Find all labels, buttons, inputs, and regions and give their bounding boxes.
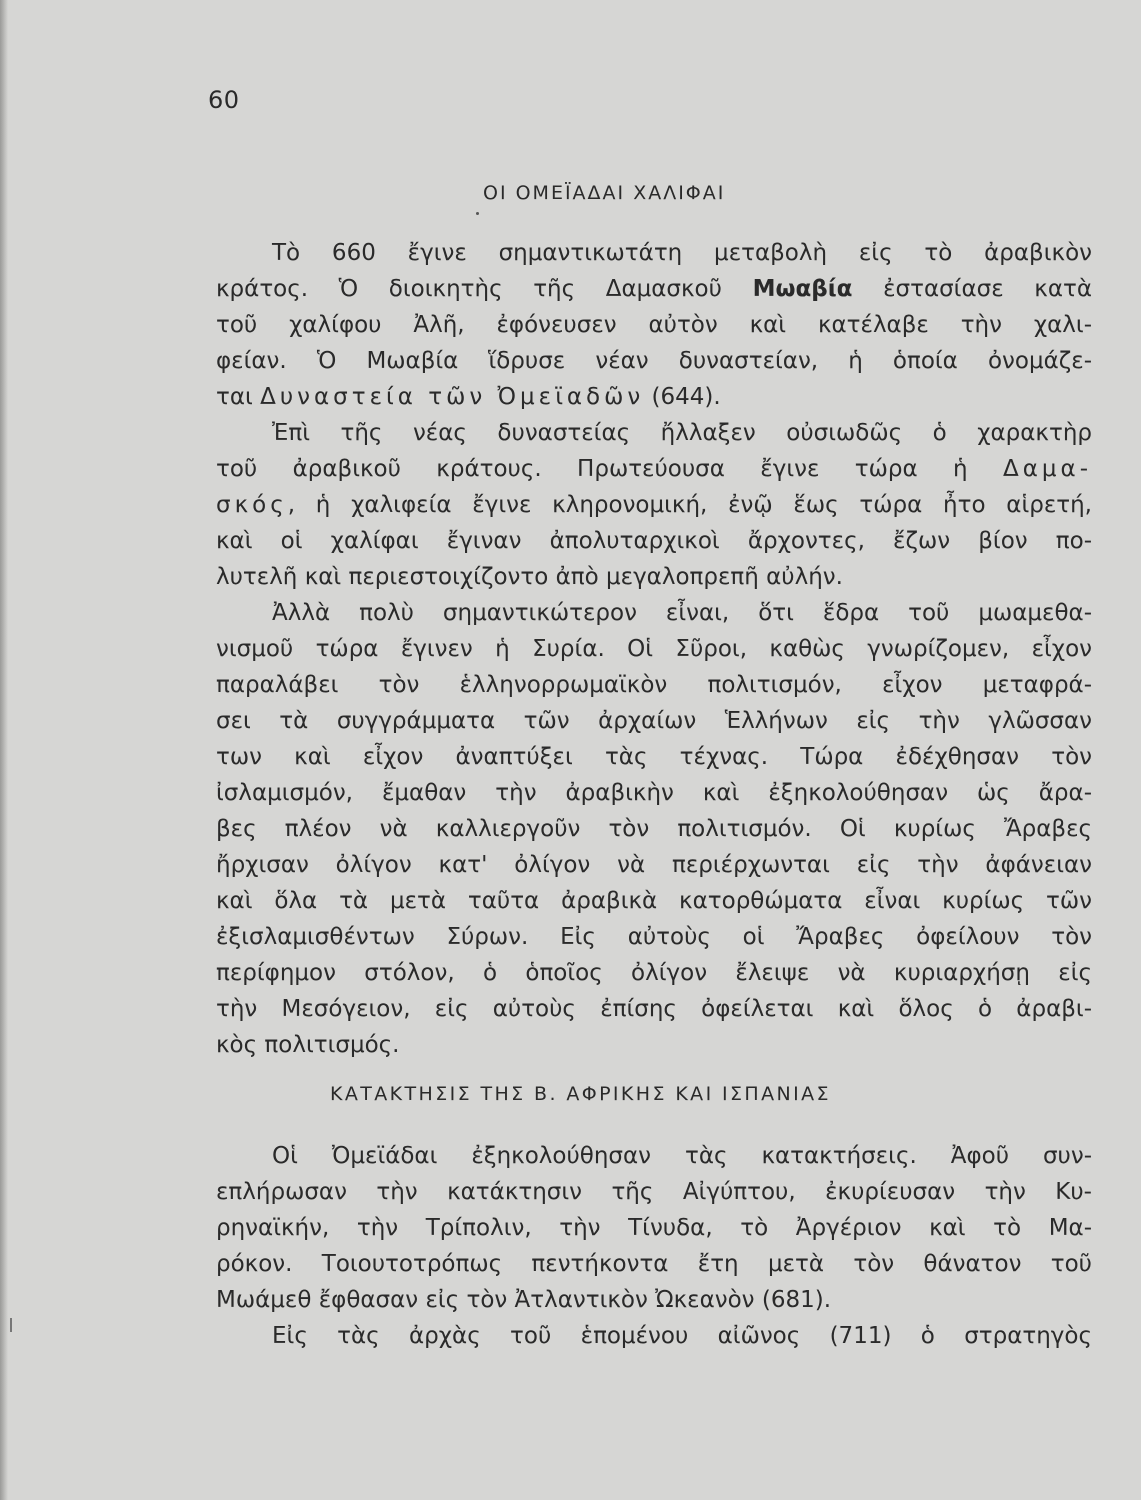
text-line: ἰσλαμισμόν, ἔμαθαν τὴν ἀραβικὴν καὶ ἐξηκολούθησαν ὡς ἄρα-: [216, 780, 1092, 806]
section-heading-conquest: ΚΑΤΑΚΤΗΣΙΣ ΤΗΣ Β. ΑΦΡΙΚΗΣ ΚΑΙ ΙΣΠΑΝΙΑΣ: [330, 1083, 831, 1105]
text-line: λυτελῆ καὶ περιεστοιχίζοντο ἀπὸ μεγαλοπρεπῆ αὐλήν.: [216, 564, 843, 590]
spaced-term: σκός: [216, 492, 288, 518]
text-line: νισμοῦ τώρα ἔγινεν ἡ Συρία. Οἱ Σῦροι, καθὼς γνωρίζομεν, εἶχον: [216, 636, 1092, 662]
text-line: Τὸ 660 ἔγινε σημαντικωτάτη μεταβολὴ εἰς τὸ ἀραβικὸν: [272, 240, 1092, 266]
text-line: βες πλέον νὰ καλλιεργοῦν τὸν πολιτισμόν. Οἱ κυρίως Ἄραβες: [216, 816, 1092, 842]
text-line: [216, 271, 1092, 307]
text-line: τοῦ χαλίφου Ἀλῆ, ἐφόνευσεν αὐτὸν καὶ κατέλαβε τὴν χαλι-: [216, 312, 1092, 338]
text-span: τοῦ ἀραβικοῦ κράτους. Πρωτεύουσα ἔγινε τώρα ἡ: [216, 456, 1003, 482]
text-line: καὶ οἱ χαλίφαι ἔγιναν ἀπολυταρχικοὶ ἄρχοντες, ἔζων βίον πο-: [216, 528, 1092, 554]
section-heading-omeiades: ΟΙ ΟΜΕΪΑΔΑΙ ΧΑΛΙΦΑΙ: [483, 182, 726, 204]
text-line: [216, 487, 1092, 523]
text-span: ἐστασίασε κατὰ: [852, 276, 1092, 302]
text-line: Εἰς τὰς ἀρχὰς τοῦ ἑπομένου αἰῶνος (711) ὁ στρατηγὸς: [272, 1323, 1092, 1349]
text-line: Μωάμεθ ἔφθασαν εἰς τὸν Ἀτλαντικὸν Ὠκεανὸν (681).: [216, 1287, 832, 1313]
text-line: Ἐπὶ τῆς νέας δυναστείας ἤλλαξεν οὐσιωδῶς ὁ χαρακτὴρ: [272, 420, 1092, 446]
text-line: ἐξισλαμισθέντων Σύρων. Εἰς αὐτοὺς οἱ Ἄραβες ὀφείλουν τὸν: [216, 924, 1092, 950]
print-dot: [476, 212, 479, 215]
text-line: ρηναϊκήν, τὴν Τρίπολιν, τὴν Τίνυδα, τὸ Ἀργέριον καὶ τὸ Μα-: [216, 1215, 1092, 1241]
text-line: των καὶ εἶχον ἀναπτύξει τὰς τέχνας. Τώρα ἐδέχθησαν τὸν: [216, 744, 1092, 770]
text-span: ται: [216, 384, 261, 410]
page-edge-shadow: [0, 0, 8, 1500]
text-line: κὸς πολιτισμός.: [216, 1032, 400, 1058]
text-line: καὶ ὅλα τὰ μετὰ ταῦτα ἀραβικὰ κατορθώματα εἶναι κυρίως τῶν: [216, 888, 1092, 914]
text-line: Οἱ Ὀμεϊάδαι ἐξηκολούθησαν τὰς κατακτήσεις. Ἀφοῦ συν-: [272, 1143, 1092, 1169]
text-line: τὴν Μεσόγειον, εἰς αὐτοὺς ἐπίσης ὀφείλεται καὶ ὅλος ὁ ἀραβι-: [216, 996, 1092, 1022]
text-line: σει τὰ συγγράμματα τῶν ἀρχαίων Ἑλλήνων εἰς τὴν γλῶσσαν: [216, 708, 1092, 734]
margin-mark: [10, 1318, 12, 1332]
text-line: [216, 451, 1092, 487]
text-line: Ἀλλὰ πολὺ σημαντικώτερον εἶναι, ὅτι ἕδρα τοῦ μωαμεθα-: [272, 600, 1092, 626]
spaced-term: Δυναστεία τῶν Ὀμεϊαδῶν: [260, 384, 645, 410]
text-line: φείαν. Ὁ Μωαβία ἵδρυσε νέαν δυναστείαν, ἡ ὁποία ὀνομάζε-: [216, 348, 1092, 374]
text-span: κράτος. Ὁ διοικητὴς τῆς Δαμασκοῦ: [216, 276, 753, 302]
text-span: (644).: [644, 384, 721, 410]
text-line: παραλάβει τὸν ἑλληνορρωμαϊκὸν πολιτισμόν, εἶχον μεταφρά-: [216, 672, 1092, 698]
text-line: περίφημον στόλον, ὁ ὁποῖος ὀλίγον ἔλειψε νὰ κυριαρχήσῃ εἰς: [216, 960, 1092, 986]
text-line: [216, 379, 1092, 415]
text-line: επλήρωσαν τὴν κατάκτησιν τῆς Αἰγύπτου, ἐκυρίευσαν τὴν Κυ-: [216, 1179, 1092, 1205]
page-number: 60: [208, 86, 240, 114]
text-span: , ἡ χαλιφεία ἔγινε κληρονομική, ἐνῷ ἕως τώρα ἦτο αἱρετή,: [287, 492, 1092, 518]
text-line: ρόκον. Τοιουτοτρόπως πεντήκοντα ἔτη μετὰ τὸν θάνατον τοῦ: [216, 1251, 1092, 1277]
spaced-term: Δαμα-: [1003, 456, 1092, 482]
name-moavia: Μωαβία: [752, 276, 853, 302]
text-line: ἤρχισαν ὀλίγον κατ' ὀλίγον νὰ περιέρχωνται εἰς τὴν ἀφάνειαν: [216, 852, 1092, 878]
